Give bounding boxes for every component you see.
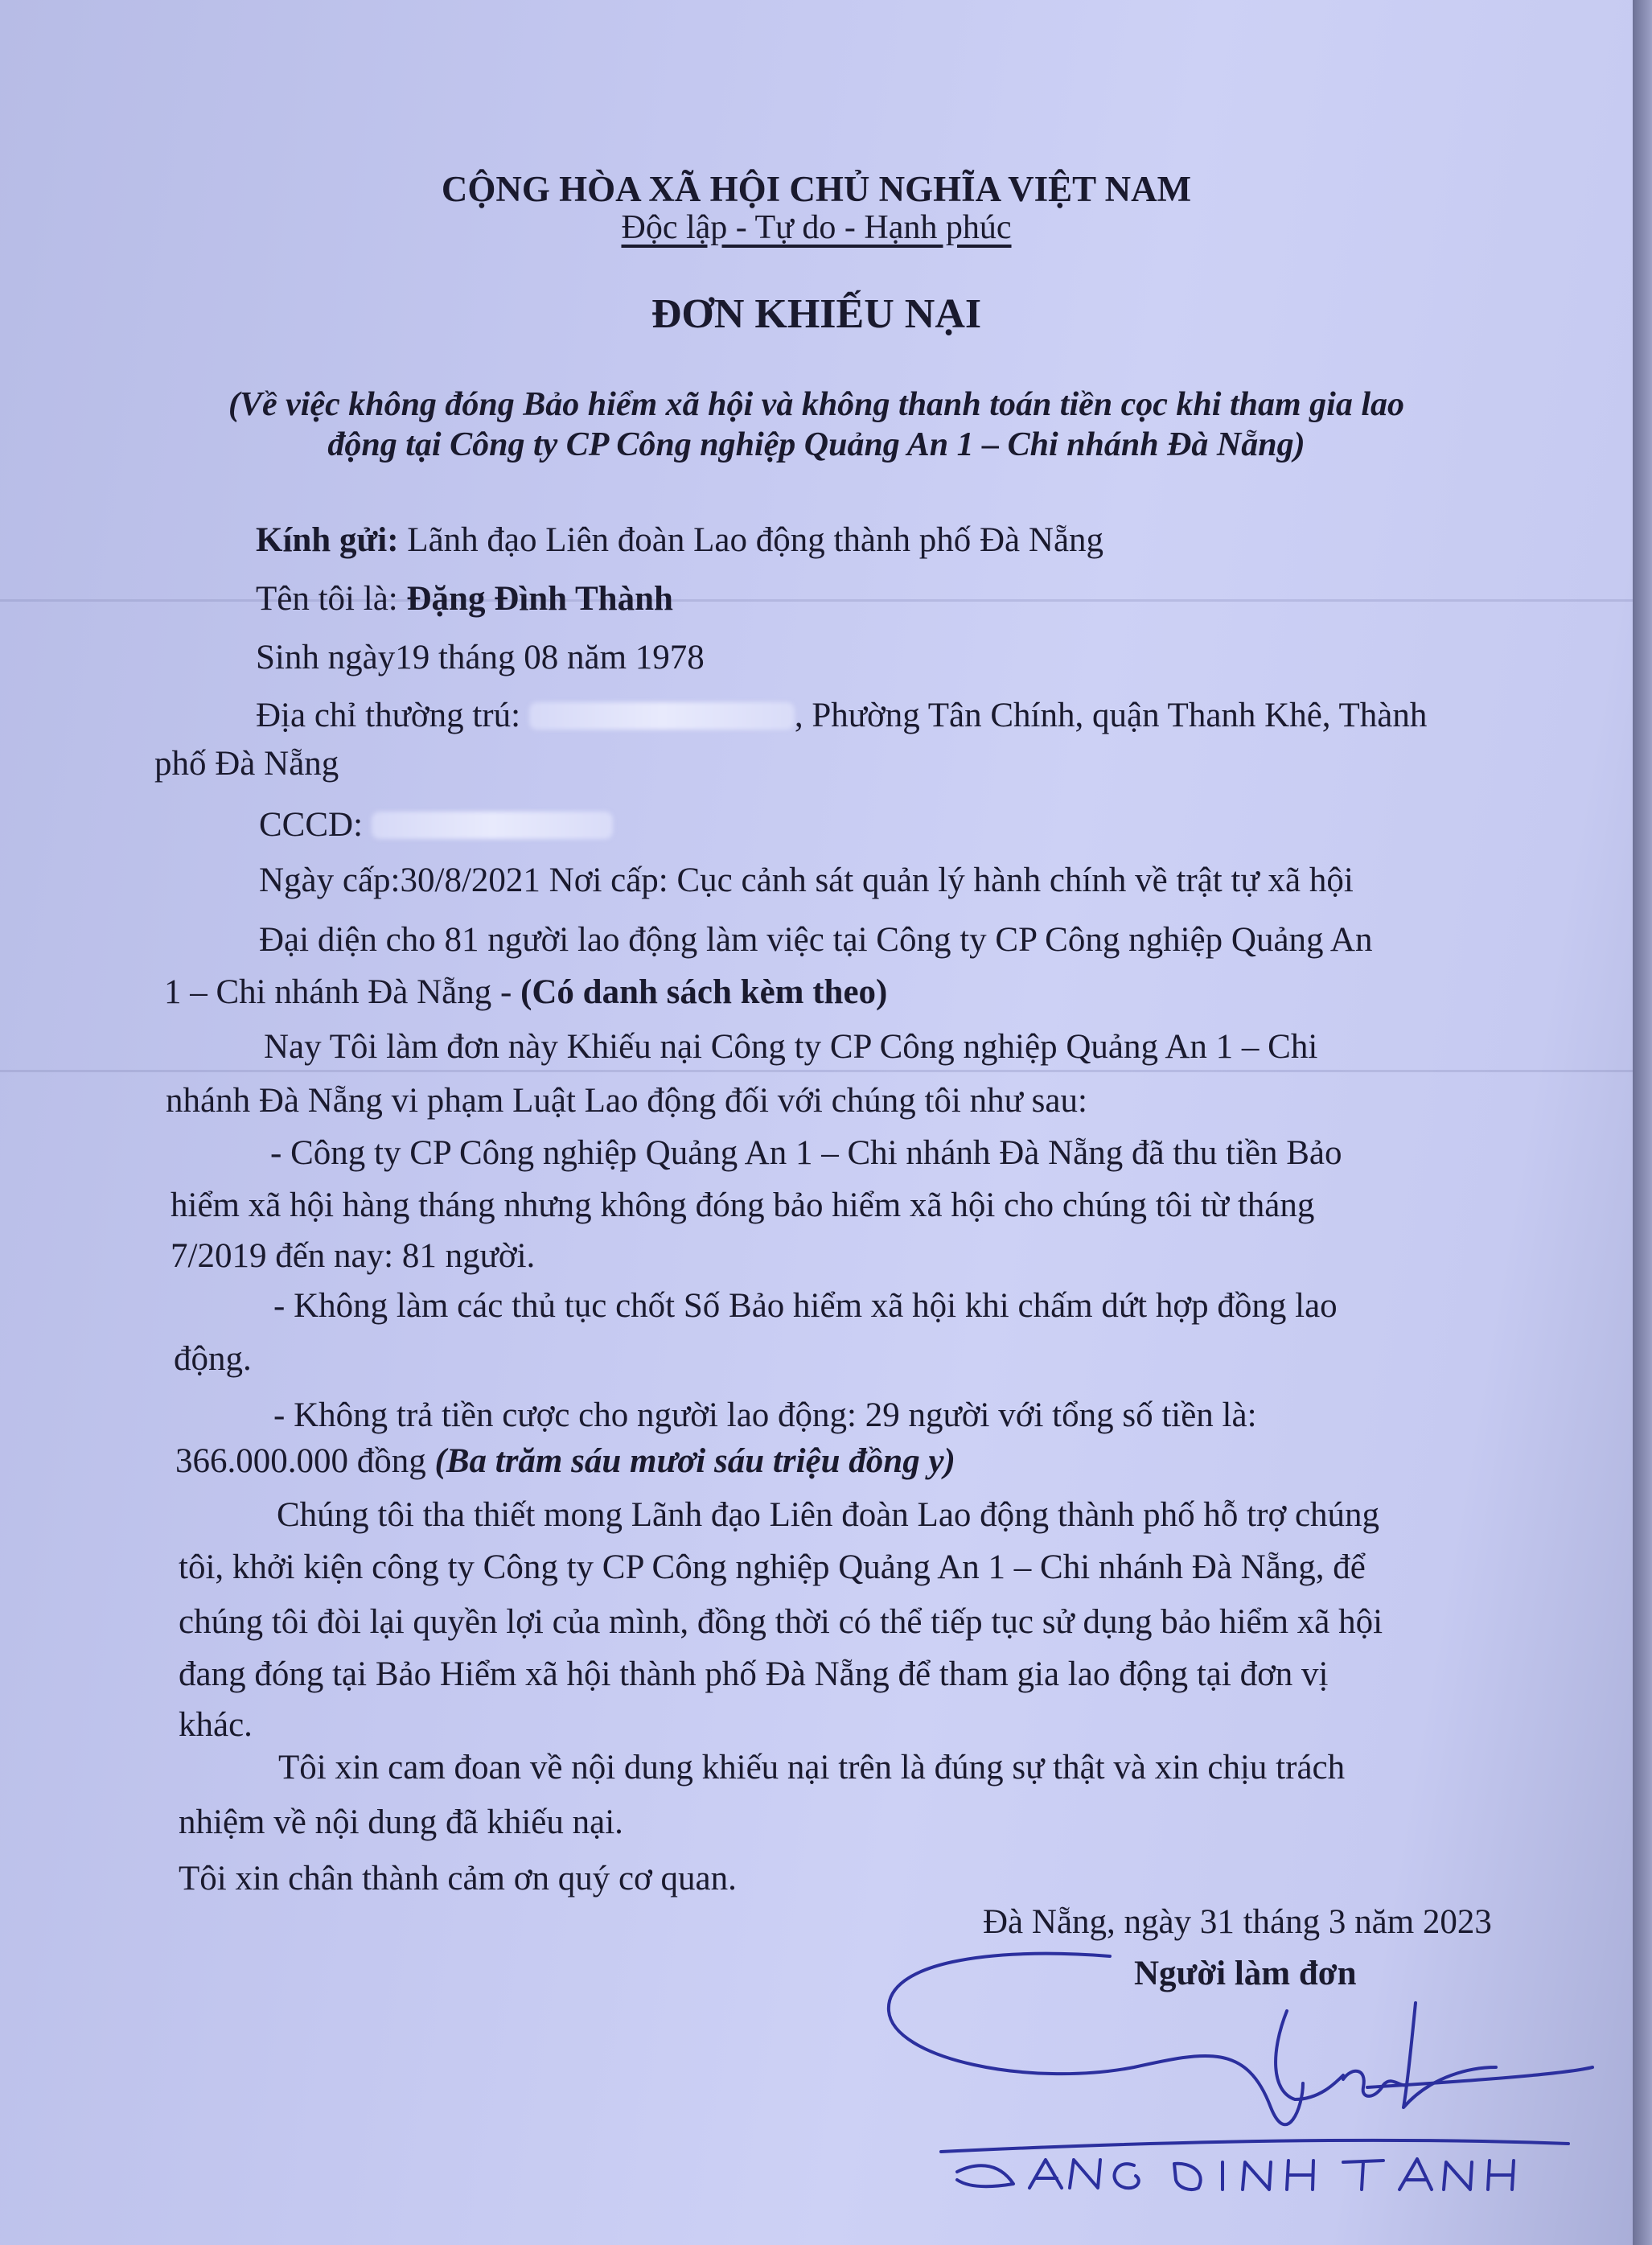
motto-text: Độc lập - Tự do - Hạnh phúc xyxy=(621,209,1012,246)
address-label: Địa chỉ thường trú: xyxy=(256,697,529,734)
subtitle-line-1: (Về việc không đóng Bảo hiểm xã hội và không thanh toán tiền cọc khi tham gia lao xyxy=(228,386,1404,423)
motto xyxy=(0,211,1633,245)
representation-text: 1 – Chi nhánh Đà Nẵng - xyxy=(164,973,521,1011)
request-line-3: chúng tôi đòi lại quyền lợi của mình, đồng thời có thể tiếp tục sử dụng bảo hiểm xã hội xyxy=(179,1603,1383,1641)
document-title: ĐƠN KHIẾU NẠI xyxy=(651,291,982,337)
complaint-line-2: nhánh Đà Nẵng vi phạm Luật Lao động đối với chúng tôi như sau: xyxy=(166,1082,1087,1120)
recipient-value: Lãnh đạo Liên đoàn Lao động thành phố Đà Nẵng xyxy=(398,521,1104,559)
request-line-1: Chúng tôi tha thiết mong Lãnh đạo Liên đoàn Lao động thành phố hỗ trợ chúng xyxy=(277,1496,1380,1534)
representation-line-2 xyxy=(164,975,887,1009)
amount-value: 366.000.000 đồng xyxy=(175,1442,435,1480)
item-2-line-1: - Không làm các thủ tục chốt Số Bảo hiểm xã hội khi chấm dứt hợp đồng lao xyxy=(273,1287,1338,1325)
pledge-line-1: Tôi xin cam đoan về nội dung khiếu nại trên là đúng sự thật và xin chịu trách xyxy=(278,1749,1346,1787)
request-line-2: tôi, khởi kiện công ty Công ty CP Công nghiệp Quảng An 1 – Chi nhánh Đà Nẵng, để xyxy=(179,1548,1366,1586)
request-line-4: đang đóng tại Bảo Hiểm xã hội thành phố Đà Nẵng để tham gia lao động tại đơn vị xyxy=(179,1655,1329,1693)
birth-line: Sinh ngày19 tháng 08 năm 1978 xyxy=(256,639,705,676)
complaint-line-1: Nay Tôi làm đơn này Khiếu nại Công ty CP Công nghiệp Quảng An 1 – Chi xyxy=(264,1028,1318,1066)
representation-line-1: Đại diện cho 81 người lao động làm việc tại Công ty CP Công nghiệp Quảng An xyxy=(259,921,1373,959)
name-value: Đặng Đình Thành xyxy=(406,580,673,618)
item-1-line-3: 7/2019 đến nay: 81 người. xyxy=(171,1237,536,1275)
pledge-line-2: nhiệm về nội dung đã khiếu nại. xyxy=(179,1803,623,1841)
subtitle-line-2: động tại Công ty CP Công nghiệp Quảng An 1 – Chi nhánh Đà Nẵng) xyxy=(327,426,1305,463)
address-line xyxy=(256,698,1427,733)
recipient-line xyxy=(256,523,1103,557)
redacted-address xyxy=(529,702,795,730)
signer-title: Người làm đơn xyxy=(1134,1955,1357,1992)
thanks-line: Tôi xin chân thành cảm ơn quý cơ quan. xyxy=(179,1860,737,1898)
attached-list-note: (Có danh sách kèm theo) xyxy=(520,973,888,1011)
item-3-line-2 xyxy=(175,1444,955,1478)
recipient-label: Kính gửi: xyxy=(256,521,399,559)
paper-edge-shadow xyxy=(1633,0,1652,2245)
item-1-line-1: - Công ty CP Công nghiệp Quảng An 1 – Chi nhánh Đà Nẵng đã thu tiền Bảo xyxy=(270,1134,1342,1172)
paper-crease xyxy=(0,599,1633,602)
id-line xyxy=(259,808,613,842)
paper-crease xyxy=(0,1070,1633,1072)
address-rest: , Phường Tân Chính, quận Thanh Khê, Thành xyxy=(794,697,1428,734)
request-line-5: khác. xyxy=(179,1706,253,1744)
redacted-id-number xyxy=(372,812,613,839)
address-line-2: phố Đà Nẵng xyxy=(154,745,339,783)
place-date: Đà Nẵng, ngày 31 tháng 3 năm 2023 xyxy=(983,1903,1492,1941)
nation-heading: CỘNG HÒA XÃ HỘI CHỦ NGHĨA VIỆT NAM xyxy=(441,169,1192,209)
handwritten-signature xyxy=(869,1947,1625,2236)
name-label: Tên tôi là: xyxy=(256,580,407,618)
id-label: CCCD: xyxy=(259,806,372,844)
item-1-line-2: hiểm xã hội hàng tháng nhưng không đóng bảo hiểm xã hội cho chúng tôi từ tháng xyxy=(171,1186,1315,1224)
amount-in-words: (Ba trăm sáu mươi sáu triệu đồng y) xyxy=(434,1442,955,1480)
name-line xyxy=(256,582,673,616)
issue-line: Ngày cấp:30/8/2021 Nơi cấp: Cục cảnh sát quản lý hành chính về trật tự xã hội xyxy=(259,861,1354,899)
item-2-line-2: động. xyxy=(174,1340,252,1378)
item-3-line-1: - Không trả tiền cược cho người lao động: 29 người với tổng số tiền là: xyxy=(273,1396,1257,1434)
